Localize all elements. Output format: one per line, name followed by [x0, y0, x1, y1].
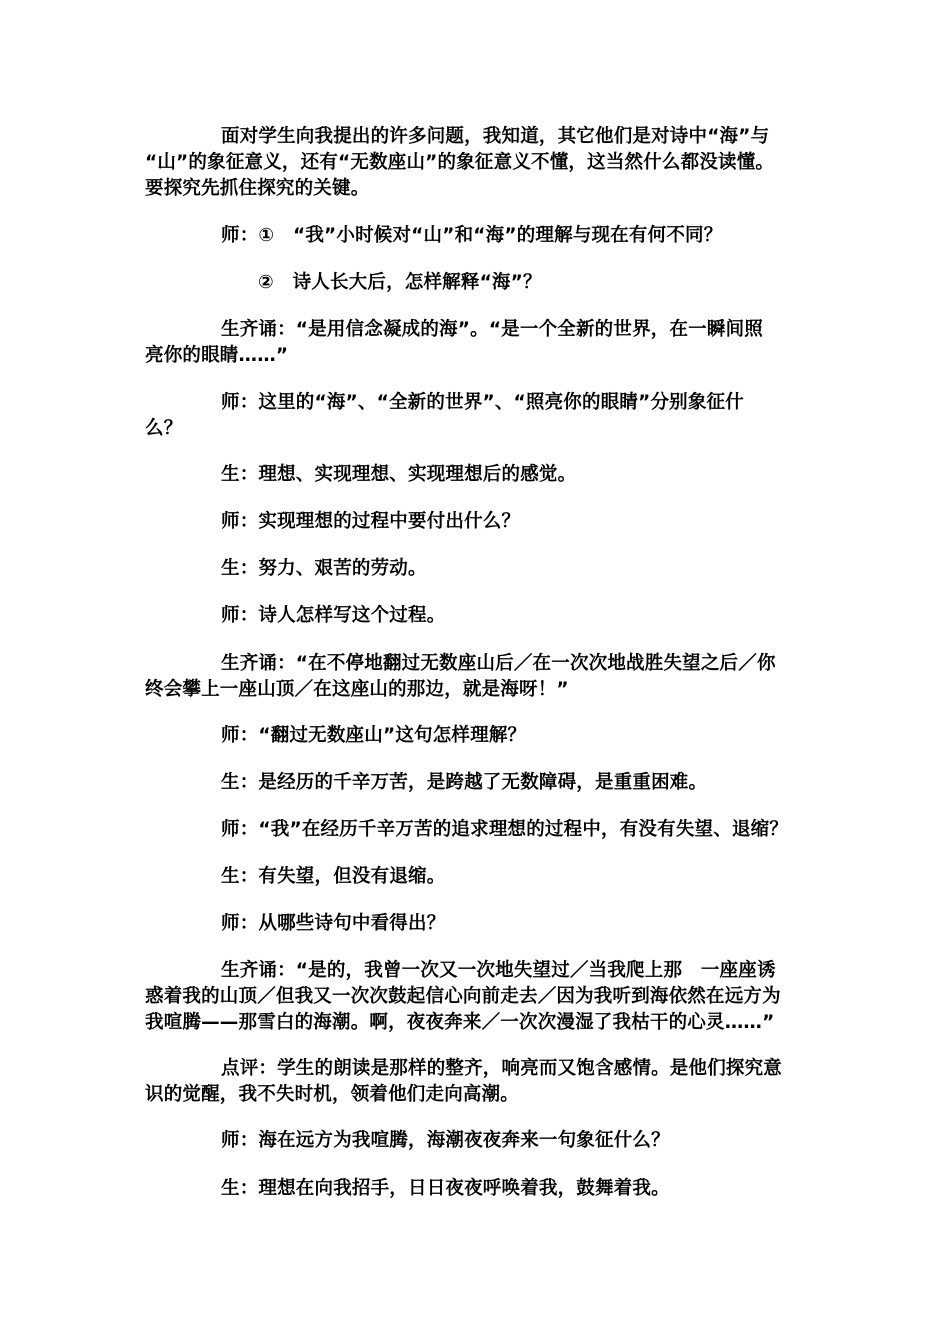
text-line: 师：从哪些诗句中看得出？	[221, 913, 446, 934]
paragraph-teacher-sea	[145, 1128, 810, 1154]
text-line: ② 诗人长大后，怎样解释“海”？	[258, 272, 542, 293]
text-line: 面对学生向我提出的许多问题，我知道，其它他们是对诗中“海”与	[221, 126, 770, 147]
text-line: 点评：学生的朗读是那样的整齐，响亮而又饱含感情。是他们探究意	[221, 1058, 783, 1079]
text-line: 生：努力、艰苦的劳动。	[221, 558, 427, 579]
paragraph-teacher-process	[145, 603, 810, 629]
paragraph-student-recite-1	[145, 317, 810, 369]
paragraph-intro	[145, 124, 810, 202]
paragraph-student-answer-4	[145, 864, 810, 890]
text-line: 生：理想、实现理想、实现理想后的感觉。	[221, 464, 577, 485]
paragraph-teacher-symbol	[145, 390, 810, 442]
paragraph-student-answer-3	[145, 770, 810, 796]
text-line: 师：诗人怎样写这个过程。	[221, 605, 446, 626]
text-line: 要探究先抓住探究的关键。	[145, 178, 370, 199]
paragraph-student-recite-2	[145, 651, 810, 703]
text-line: 师：实现理想的过程中要付出什么？	[221, 511, 521, 532]
paragraph-teacher-retreat	[145, 817, 810, 843]
paragraph-student-answer-2	[145, 556, 810, 582]
paragraph-teacher-question-2	[145, 270, 810, 296]
text-line: 生齐诵：“是用信念凝成的海”。“是一个全新的世界，在一瞬间照	[221, 319, 763, 340]
text-line: 生：有失望，但没有退缩。	[221, 866, 446, 887]
text-line: 师：“翻过无数座山”这句怎样理解？	[221, 725, 527, 746]
text-line: 师：“我”在经历千辛万苦的追求理想的过程中，有没有失望、退缩？	[221, 819, 789, 840]
paragraph-teacher-effort	[145, 509, 810, 535]
text-line: 么？	[145, 418, 183, 439]
text-line: 亮你的眼睛……”	[145, 345, 289, 366]
text-line: 生齐诵：“是的，我曾一次又一次地失望过／当我爬上那 一座座诱	[221, 960, 776, 981]
text-line: 惑着我的山顶／但我又一次次鼓起信心向前走去／因为我听到海依然在远方为	[145, 986, 781, 1007]
paragraph-student-answer-5	[145, 1176, 810, 1202]
text-line: “山”的象征意义，还有“无数座山”的象征意义不懂，这当然什么都没读懂。	[145, 152, 775, 173]
paragraph-commentary	[145, 1056, 810, 1108]
paragraph-student-recite-3	[145, 958, 810, 1036]
paragraph-student-answer-1	[145, 462, 810, 488]
paragraph-teacher-verses	[145, 911, 810, 937]
text-line: 生齐诵：“在不停地翻过无数座山后／在一次次地战胜失望之后／你	[221, 653, 776, 674]
text-line: 我喧腾——那雪白的海潮。啊，夜夜奔来／一次次漫湿了我枯干的心灵……”	[145, 1012, 775, 1033]
text-line: 生：是经历的千辛万苦，是跨越了无数障碍，是重重困难。	[221, 772, 708, 793]
text-line: 师：① “我”小时候对“山”和“海”的理解与现在有何不同？	[221, 225, 723, 246]
text-line: 生：理想在向我招手，日日夜夜呼唤着我，鼓舞着我。	[221, 1178, 670, 1199]
text-line: 识的觉醒，我不失时机，领着他们走向高潮。	[145, 1084, 520, 1105]
paragraph-teacher-question-1	[145, 223, 810, 249]
text-line: 终会攀上一座山顶／在这座山的那边，就是海呀！”	[145, 679, 569, 700]
text-line: 师：这里的“海”、“全新的世界”、“照亮你的眼睛”分别象征什	[221, 392, 744, 413]
text-line: 师：海在远方为我喧腾，海潮夜夜奔来一句象征什么？	[221, 1130, 670, 1151]
paragraph-teacher-mountains	[145, 723, 810, 749]
